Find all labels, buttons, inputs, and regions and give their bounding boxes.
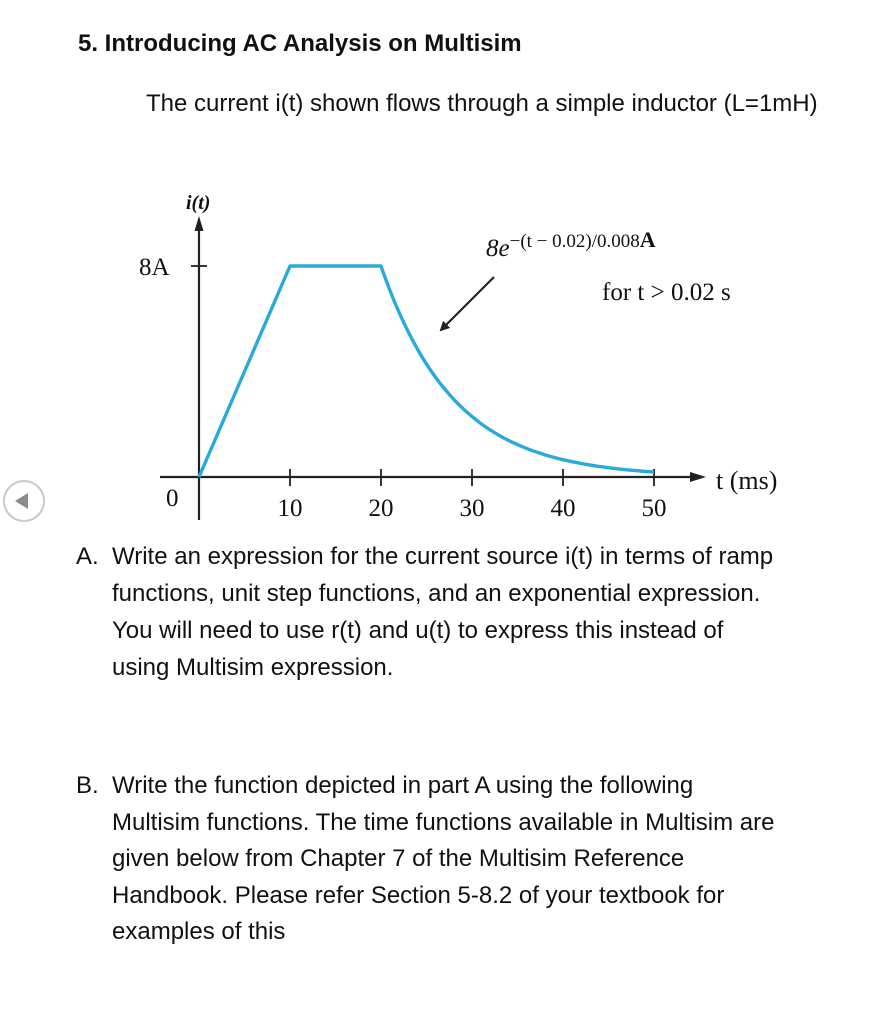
origin-label: 0 <box>166 485 179 512</box>
x-tick-label-40: 40 <box>550 495 576 522</box>
annotation-condition: for t > 0.02 s <box>602 279 731 306</box>
annotation-expression <box>486 227 656 262</box>
x-tick-label-30: 30 <box>459 495 485 522</box>
question-a-label: A. <box>76 543 99 570</box>
x-axis-arrow <box>690 472 706 482</box>
annotation-arrow <box>441 277 494 330</box>
question-a <box>76 538 776 686</box>
current-waveform-chart <box>0 180 872 530</box>
question-b-label: B. <box>76 772 99 799</box>
y-axis-label: i(t) <box>186 192 211 214</box>
question-b <box>76 768 776 951</box>
back-arrow-icon[interactable] <box>2 479 50 527</box>
intro-text: The current i(t) shown flows through a simple inductor (L=1mH) <box>146 90 818 117</box>
current-waveform-line <box>199 266 654 477</box>
question-a-text: Write an expression for the current source i(t) in terms of ramp functions, unit step functions, and an exponential expression. You will need to use r(t) and u(t) to express this instead of using Multisim expression. <box>112 543 774 681</box>
page-title: 5. Introducing AC Analysis on Multisim <box>78 30 522 57</box>
x-axis-label: t (ms) <box>716 466 778 495</box>
y-axis-arrow <box>195 216 204 231</box>
x-tick-label-50: 50 <box>641 495 667 522</box>
annotation-base: 8e <box>486 235 510 262</box>
x-tick-label-10: 10 <box>277 495 303 522</box>
y-tick-label: 8A <box>139 254 170 281</box>
x-tick-label-20: 20 <box>368 495 394 522</box>
annotation-unit: A <box>639 227 656 252</box>
annotation-exponent: −(t − 0.02)/0.008 <box>509 231 640 252</box>
question-b-text: Write the function depicted in part A using the following Multisim functions. The time functions available in Multisim are given below from Chapter 7 of the Multisim Reference Handbook. Please refer Section 5-8.2 of your textbook for examples of this <box>112 772 775 945</box>
